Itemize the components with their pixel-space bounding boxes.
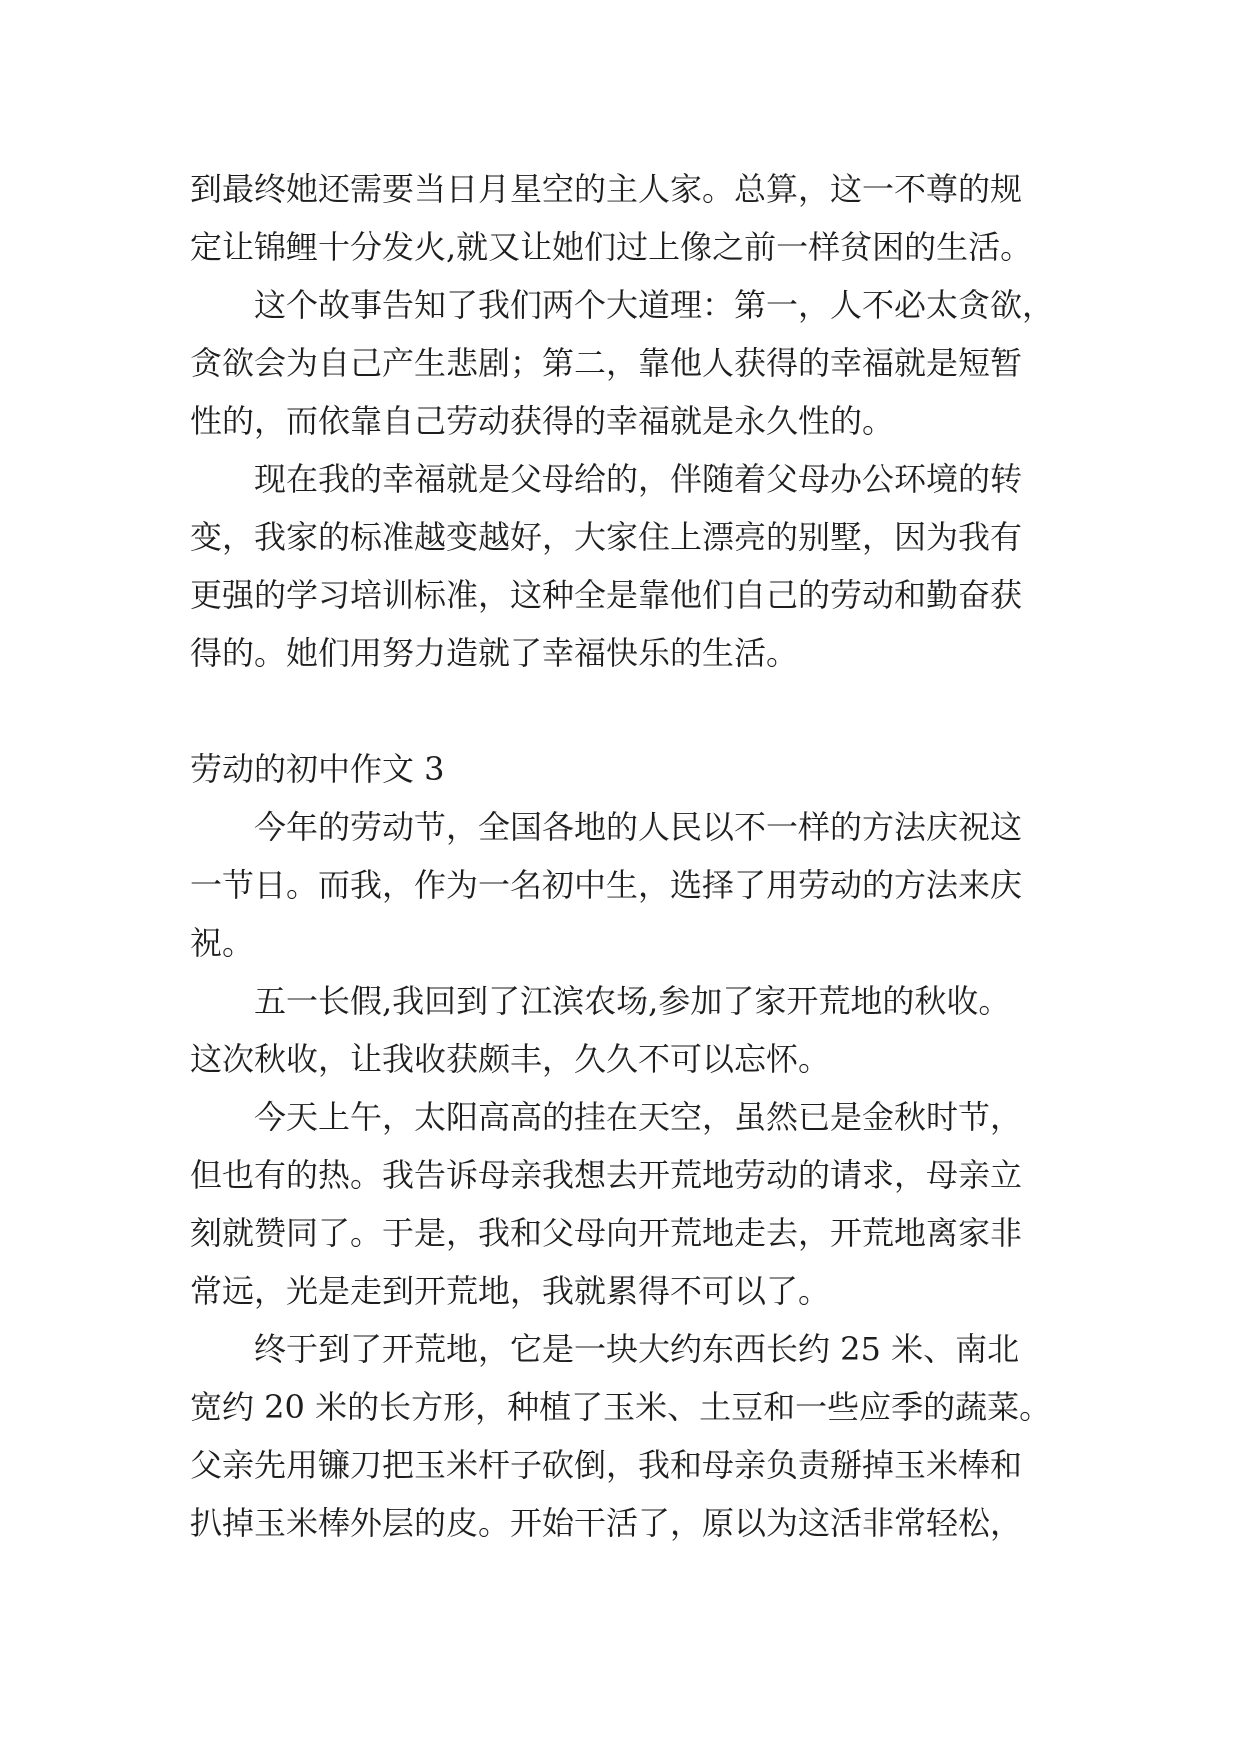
paragraph-moral	[190, 276, 1070, 450]
paragraph-happiness	[190, 450, 1070, 682]
text-line: 今天上午，太阳高高的挂在天空，虽然已是金秋时节，	[254, 1098, 1023, 1136]
text-line: 常远，光是走到开荒地，我就累得不可以了。	[190, 1272, 831, 1310]
paragraph-morning	[190, 1088, 1070, 1320]
paragraph-field	[190, 1320, 1070, 1552]
text-line: 父亲先用镰刀把玉米杆子砍倒，我和母亲负责掰掉玉米棒和	[190, 1446, 1023, 1484]
text-line: 扒掉玉米棒外层的皮。开始干活了，原以为这活非常轻松，	[190, 1504, 1023, 1542]
section-heading: 劳动的初中作文 3	[190, 750, 445, 788]
text-line: 刻就赞同了。于是，我和父母向开荒地走去，开荒地离家非	[190, 1214, 1023, 1252]
text-line: 五一长假,我回到了江滨农场,参加了家开荒地的秋收。	[254, 982, 1011, 1020]
text-line: 祝。	[190, 924, 255, 962]
text-line: 今年的劳动节，全国各地的人民以不一样的方法庆祝这	[254, 808, 1023, 846]
text-line: 一节日。而我，作为一名初中生，选择了用劳动的方法来庆	[190, 866, 1023, 904]
text-line: 这个故事告知了我们两个大道理：第一，人不必太贪欲，	[254, 286, 1055, 324]
text-line: 这次秋收，让我收获颇丰，久久不可以忘怀。	[190, 1040, 831, 1078]
text-line: 定让锦鲤十分发火,就又让她们过上像之前一样贫困的生活。	[190, 228, 1033, 266]
paragraph-continuation	[190, 160, 1070, 276]
text-line: 得的。她们用努力造就了幸福快乐的生活。	[190, 634, 799, 672]
text-line: 变，我家的标准越变越好，大家住上漂亮的别墅，因为我有	[190, 518, 1023, 556]
document-body	[190, 160, 1070, 1552]
text-line: 性的，而依靠自己劳动获得的幸福就是永久性的。	[190, 402, 895, 440]
paragraph-labor-day	[190, 798, 1070, 972]
text-line: 但也有的热。我告诉母亲我想去开荒地劳动的请求，母亲立	[190, 1156, 1023, 1194]
text-line: 贪欲会为自己产生悲剧；第二，靠他人获得的幸福就是短暂	[190, 344, 1023, 382]
text-line: 宽约 20 米的长方形，种植了玉米、土豆和一些应季的蔬菜。	[190, 1388, 1052, 1426]
text-line: 到最终她还需要当日月星空的主人家。总算，这一不尊的规	[190, 170, 1023, 208]
text-line: 终于到了开荒地，它是一块大约东西长约 25 米、南北	[254, 1330, 1020, 1368]
text-line: 更强的学习培训标准，这种全是靠他们自己的劳动和勤奋获	[190, 576, 1023, 614]
paragraph-holiday	[190, 972, 1070, 1088]
text-line: 现在我的幸福就是父母给的，伴随着父母办公环境的转	[254, 460, 1023, 498]
